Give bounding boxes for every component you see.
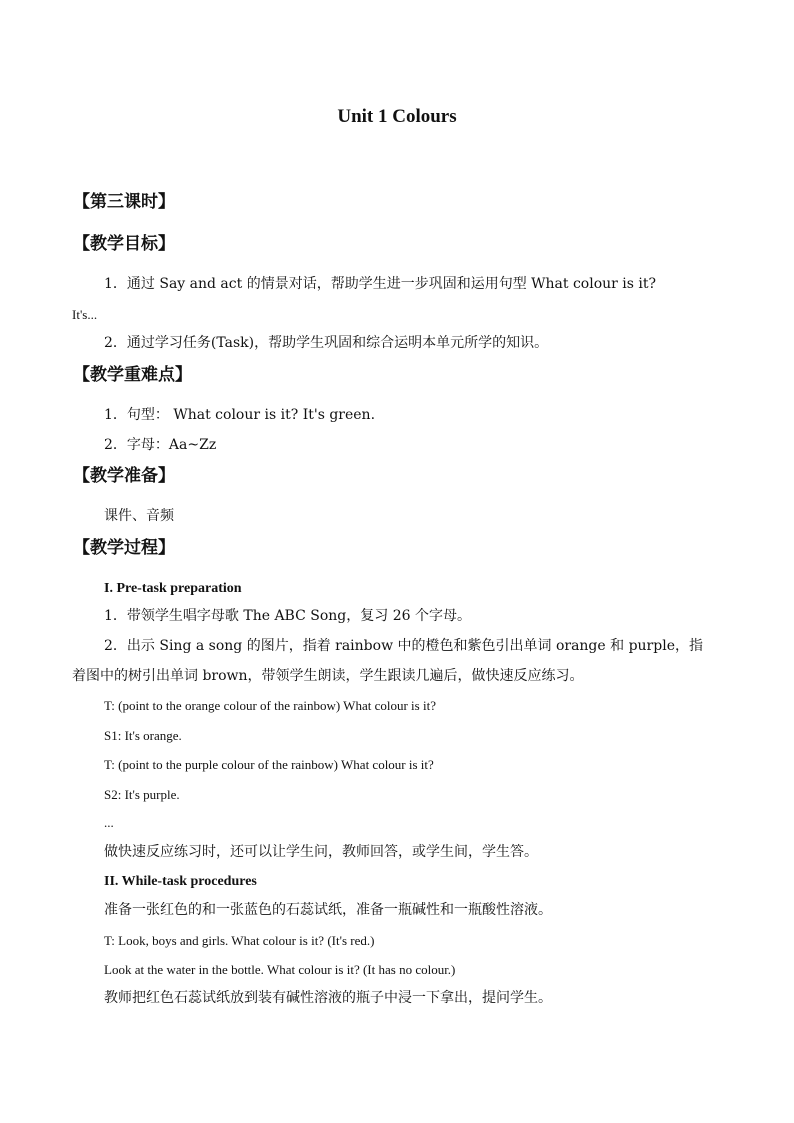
section-1-heading: I. Pre-task preparation bbox=[104, 581, 242, 596]
section-2-heading: II. While-task procedures bbox=[104, 874, 257, 889]
dialogue-line-4: S2: It's purple. bbox=[104, 787, 180, 802]
key-point-2: 2．字母：Aa~Zz bbox=[104, 437, 217, 453]
key-point-1: 1．句型： What colour is it? It's green. bbox=[104, 407, 376, 423]
goal-1-line-1: 1．通过 Say and act 的情景对话，帮助学生进一步巩固和运用句型 What colour is it? bbox=[104, 276, 657, 292]
heading-prep: 【教学准备】 bbox=[73, 466, 175, 486]
dialogue-line-3: T: (point to the purple colour of the rainbow) What colour is it? bbox=[104, 757, 434, 772]
heading-goals: 【教学目标】 bbox=[73, 234, 175, 254]
heading-key-points: 【教学重难点】 bbox=[73, 365, 192, 385]
heading-lesson: 【第三课时】 bbox=[73, 192, 175, 212]
dialogue-line-1: T: (point to the orange colour of the rainbow) What colour is it? bbox=[104, 698, 436, 713]
section-1-paragraph-2-line-1: 2．出示 Sing a song 的图片，指着 rainbow 中的橙色和紫色引出单词 orange 和 purple，指 bbox=[104, 638, 703, 654]
goal-2: 2．通过学习任务(Task)，帮助学生巩固和综合运明本单元所学的知识。 bbox=[104, 335, 549, 351]
page-title: Unit 1 Colours bbox=[337, 106, 457, 127]
goal-1-line-2: It's... bbox=[72, 307, 98, 322]
section-2-paragraph-1: 准备一张红色的和一张蓝色的石蕊试纸，准备一瓶碱性和一瓶酸性溶液。 bbox=[104, 902, 552, 918]
heading-process: 【教学过程】 bbox=[73, 538, 175, 558]
dialogue-line-2: S1: It's orange. bbox=[104, 728, 182, 743]
prep-text: 课件、音频 bbox=[104, 508, 174, 524]
section-2-dialogue-1: T: Look, boys and girls. What colour is it? (It's red.) bbox=[104, 933, 375, 948]
section-1-paragraph-1: 1．带领学生唱字母歌 The ABC Song，复习 26 个字母。 bbox=[104, 608, 471, 624]
section-2-paragraph-2: 教师把红色石蕊试纸放到装有碱性溶液的瓶子中浸一下拿出，提问学生。 bbox=[104, 990, 552, 1006]
section-2-dialogue-2: Look at the water in the bottle. What colour is it? (It has no colour.) bbox=[104, 962, 456, 977]
section-1-paragraph-2-line-2: 着图中的树引出单词 brown，带领学生朗读，学生跟读几遍后，做快速反应练习。 bbox=[72, 668, 584, 684]
section-1-paragraph-3: 做快速反应练习时，还可以让学生问，教师回答，或学生间，学生答。 bbox=[104, 844, 538, 860]
dialogue-ellipsis: ... bbox=[104, 815, 114, 830]
